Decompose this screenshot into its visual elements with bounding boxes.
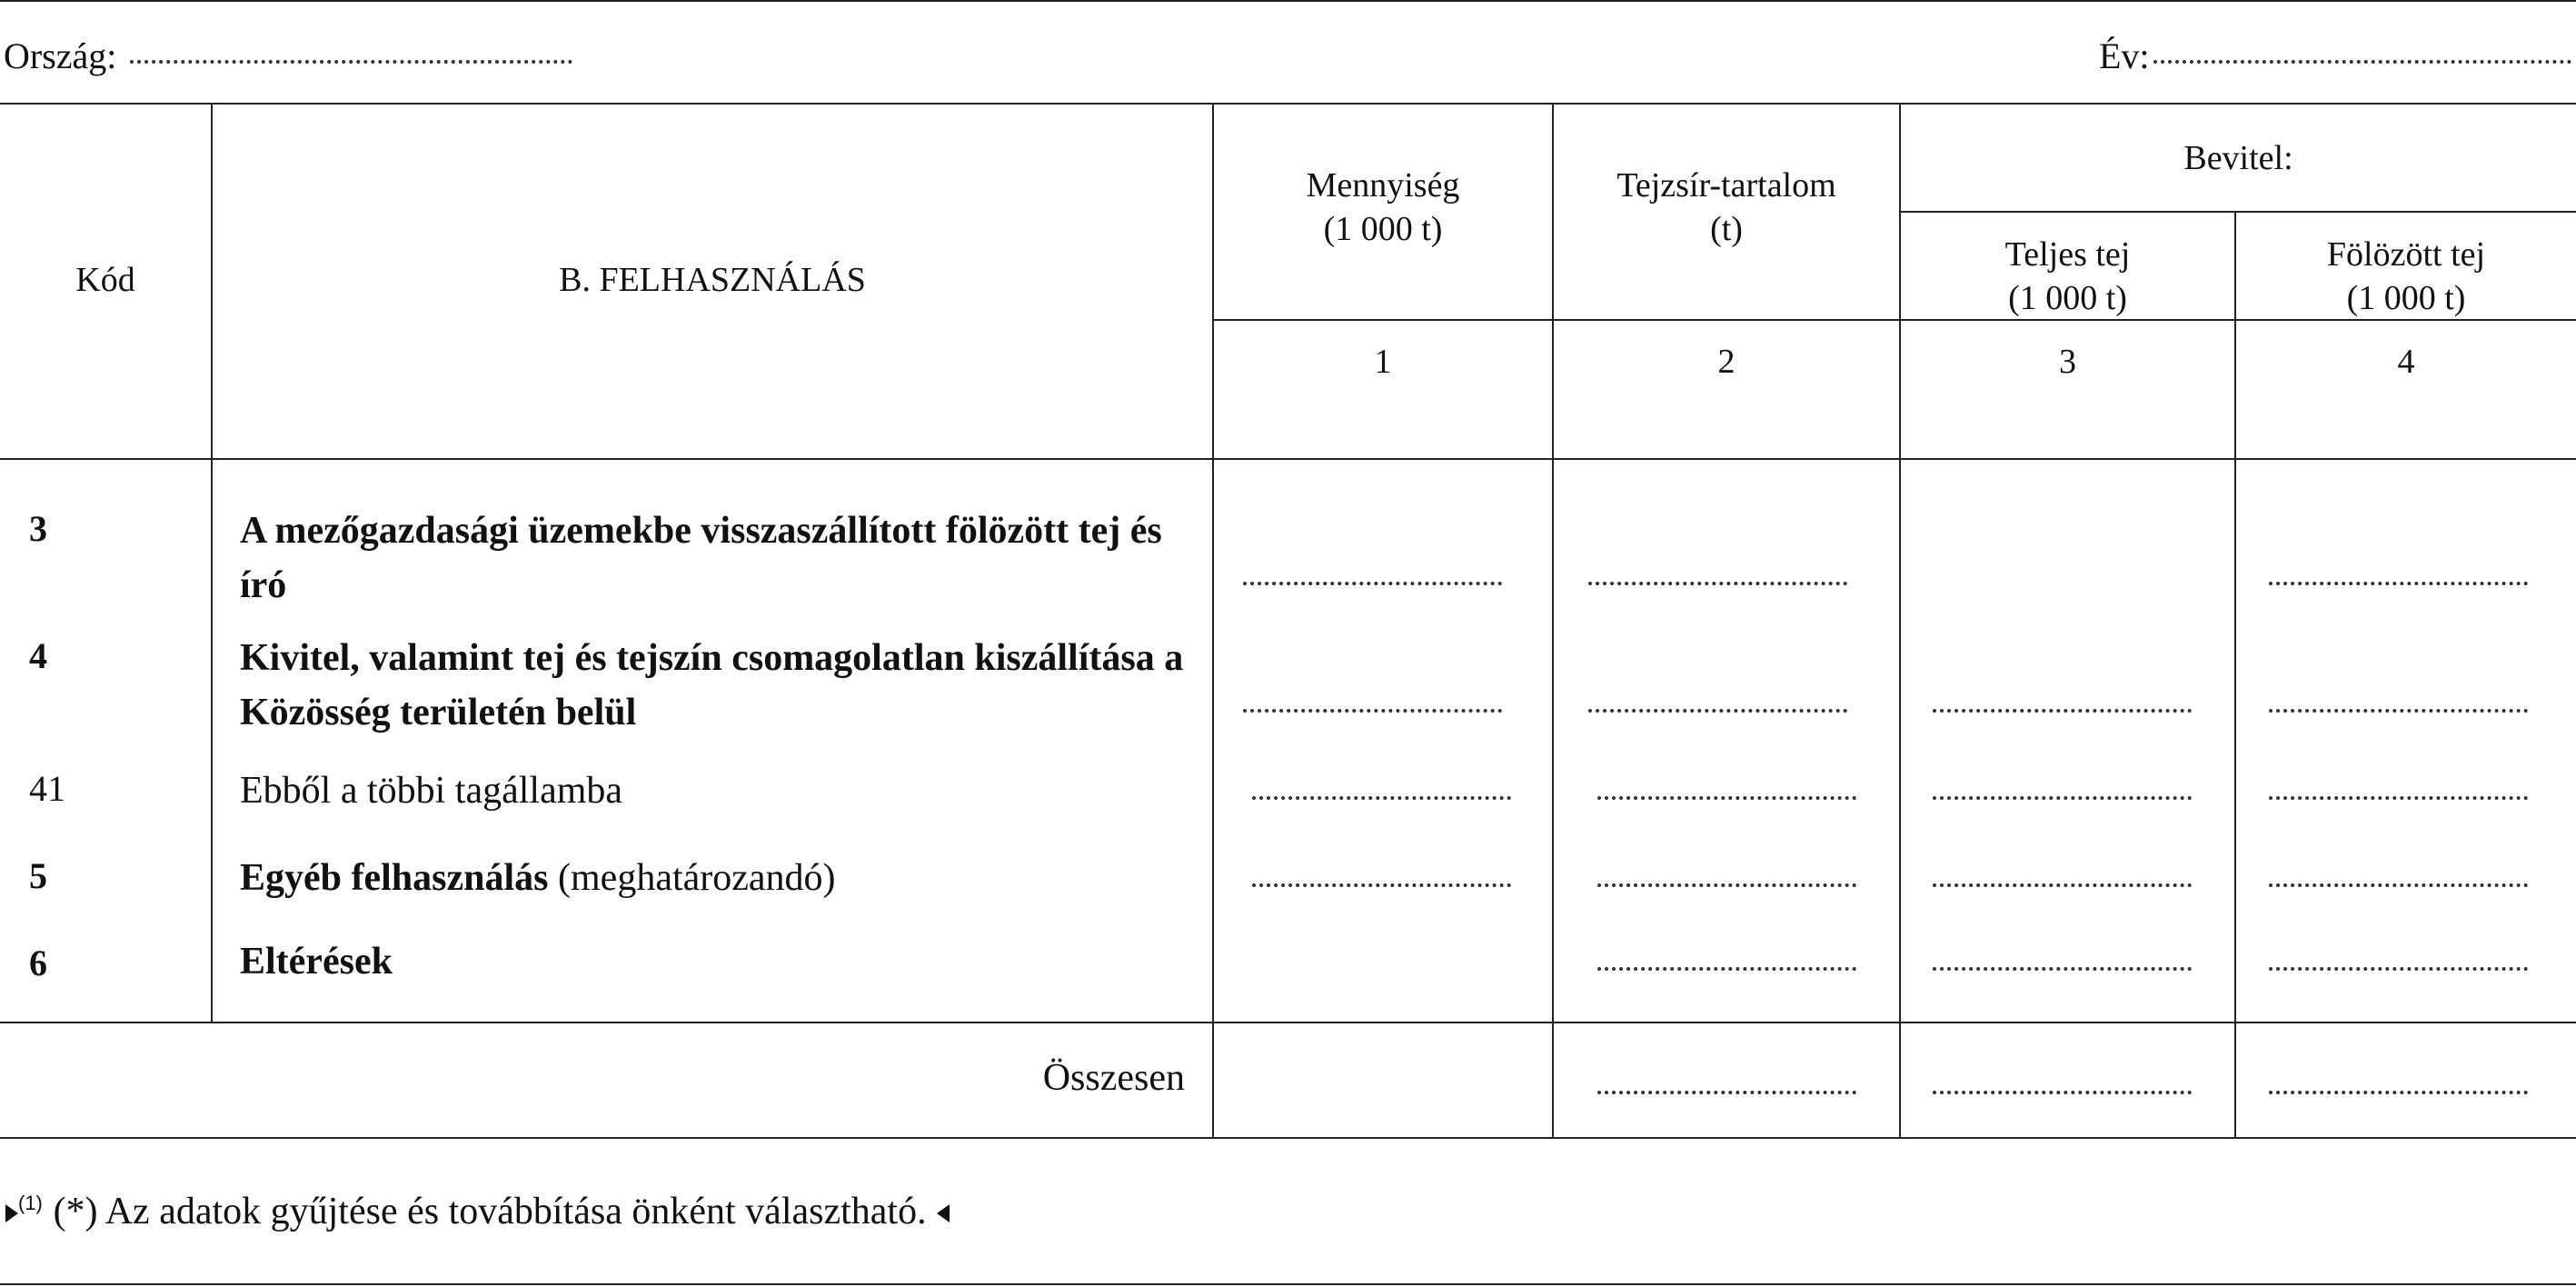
- row-5-col-1-input[interactable]: [1252, 883, 1511, 887]
- row-5-col-3-input[interactable]: [1933, 883, 2192, 887]
- row-6-col-4-input[interactable]: [2269, 967, 2528, 971]
- section-col-border: [1212, 103, 1214, 1138]
- row-code-5: 5: [29, 855, 47, 896]
- skimmed-milk-unit: (1 000 t): [2346, 279, 2466, 317]
- row-label-5-bold: Egyéb felhasználás: [240, 857, 549, 899]
- country-input-line[interactable]: [130, 60, 572, 64]
- row-label-41: Ebből a többi tagállamba: [240, 770, 623, 812]
- row-41-col-4-input[interactable]: [2269, 796, 2528, 800]
- quantity-name: Mennyiség: [1306, 166, 1460, 205]
- top-border: [0, 0, 2576, 2]
- col-number-2: 2: [1717, 343, 1736, 381]
- table-top-border: [0, 103, 2576, 105]
- col-header-skimmed-milk: [2236, 233, 2576, 320]
- row-3-col-1-input[interactable]: [1243, 582, 1502, 585]
- row-code-6: 6: [29, 943, 47, 983]
- row-6-col-3-input[interactable]: [1933, 967, 2192, 971]
- row-code-41: 41: [29, 768, 65, 809]
- row-5-col-4-input[interactable]: [2269, 883, 2528, 887]
- footnote-marker: (1): [18, 1192, 43, 1214]
- col-header-code: Kód: [75, 261, 135, 299]
- total-col-2-input[interactable]: [1597, 1091, 1856, 1094]
- col-number-1: 1: [1374, 343, 1392, 381]
- col-header-section: B. FELHASZNÁLÁS: [559, 261, 866, 299]
- quantity-unit: (1 000 t): [1323, 210, 1443, 248]
- row-label-6: Eltérések: [240, 941, 393, 983]
- total-label: Összesen: [1042, 1057, 1185, 1099]
- row-code-4: 4: [29, 635, 47, 676]
- row-4-col-3-input[interactable]: [1933, 709, 2192, 713]
- row-4-col-1-input[interactable]: [1243, 709, 1502, 713]
- col-header-whole-milk: [1901, 233, 2234, 320]
- col-header-input: Bevitel:: [2183, 139, 2293, 177]
- whole-milk-name: Teljes tej: [2004, 235, 2131, 274]
- col-number-4: 4: [2397, 343, 2415, 381]
- row-label-4: Kivitel, valamint tej és tejszín csomagolatlan kiszállítása a Közösség területén belül: [240, 637, 1184, 733]
- country-label: Ország:: [4, 35, 117, 76]
- code-col-border: [211, 103, 213, 1023]
- row-label-3: A mezőgazdasági üzemekbe visszaszállított fölözött tej és író: [240, 510, 1162, 606]
- row-41-col-2-input[interactable]: [1597, 796, 1856, 800]
- triangle-left-icon: [937, 1204, 950, 1222]
- row-label-5-rest: (meghatározandó): [548, 857, 836, 899]
- col-number-3: 3: [2059, 343, 2076, 381]
- col-header-quantity: [1214, 164, 1552, 251]
- page-bottom-border: [0, 1283, 2576, 1285]
- total-col-4-input[interactable]: [2269, 1091, 2528, 1094]
- row-3-col-2-input[interactable]: [1588, 582, 1847, 585]
- bevitel-divider: [1899, 211, 2576, 213]
- year-field: [2099, 35, 2150, 77]
- row-41-col-1-input[interactable]: [1252, 796, 1511, 800]
- row-code-3: 3: [29, 508, 47, 549]
- year-label: Év:: [2099, 35, 2150, 76]
- triangle-right-icon: [5, 1204, 18, 1222]
- row-41-col-3-input[interactable]: [1933, 796, 2192, 800]
- col-header-fat: [1554, 164, 1899, 251]
- row-label-5: [240, 851, 1185, 905]
- footnote-text: (*) Az adatok gyűjtése és továbbítása önként választható.: [53, 1191, 927, 1232]
- whole-milk-unit: (1 000 t): [2008, 279, 2127, 317]
- country-field: [4, 35, 116, 77]
- row-3-col-4-input[interactable]: [2269, 582, 2528, 585]
- fat-unit: (t): [1710, 210, 1743, 248]
- fat-name: Tejzsír-tartalom: [1616, 166, 1836, 205]
- total-col-3-input[interactable]: [1933, 1091, 2192, 1094]
- year-input-line[interactable]: [2153, 60, 2571, 64]
- row-6-col-2-input[interactable]: [1597, 967, 1856, 971]
- table-bottom-border: [0, 1137, 2576, 1139]
- body-bottom-border: [0, 1022, 2576, 1023]
- row-4-col-2-input[interactable]: [1588, 709, 1847, 713]
- quantity-col-border: [1552, 103, 1554, 1138]
- header-bottom-border: [0, 458, 2576, 460]
- footnote: [5, 1189, 950, 1233]
- row-5-col-2-input[interactable]: [1597, 883, 1856, 887]
- row-4-col-4-input[interactable]: [2269, 709, 2528, 713]
- skimmed-milk-name: Fölözött tej: [2326, 235, 2486, 274]
